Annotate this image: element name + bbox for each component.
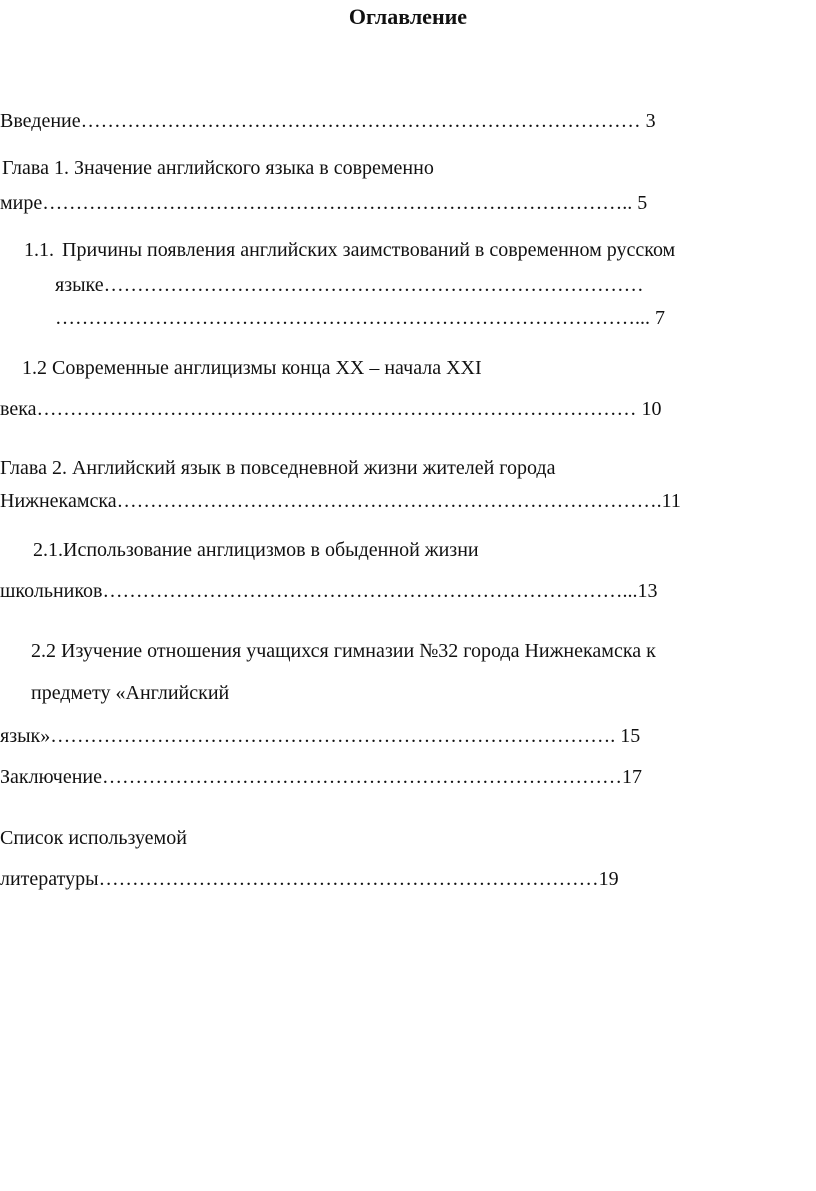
toc-entry-2-2-line-2: предмету «Английский [31,682,230,704]
toc-entry-1-2-line-2: века……………………………………………………………………………… 10 [0,398,662,420]
toc-entry-1-1-line-1: Причины появления английских заимствований в современном русском [62,239,676,261]
page-title: Оглавление [348,4,468,29]
toc-entry-chapter-2-line-1: Глава 2. Английский язык в повседневной жизни жителей города [0,457,556,479]
toc-entry-chapter-1-line-1: Глава 1. Значение английского языка в современно [2,157,434,179]
toc-entry-1-2-line-1: 1.2 Современные англицизмы конца ХХ – начала ХХI [22,357,482,379]
toc-entry-chapter-1-line-2: мире…………………………………………………………………………….. 5 [0,192,648,214]
toc-entry-2-2-line-1: 2.2 Изучение отношения учащихся гимназии №32 города Нижнекамска к [31,640,656,662]
toc-entry-references-line-1: Список используемой [0,827,187,849]
toc-entry-references-line-2: литературы…………………………………………………………………19 [0,868,619,890]
toc-entry-1-1-number: 1.1. [24,239,54,261]
toc-entry-2-2-line-3: язык»…………………………………………………………………………. 15 [0,725,641,747]
toc-entry-2-1-line-1: 2.1.Использование англицизмов в обыденной жизни [33,539,479,561]
toc-entry-introduction: Введение………………………………………………………………………… 3 [0,110,656,132]
toc-entry-chapter-2-line-2: Нижнекамска……………………………………………………………………….11 [0,490,681,512]
toc-entry-conclusion: Заключение……………………………………………………………………17 [0,766,642,788]
toc-entry-2-1-line-2: школьников……………………………………………………………………...13 [0,580,658,602]
toc-entry-1-1-line-2: языке……………………………………………………………………… [55,274,644,296]
toc-entry-1-1-line-3: ……………………………………………………………………………... 7 [55,307,665,329]
